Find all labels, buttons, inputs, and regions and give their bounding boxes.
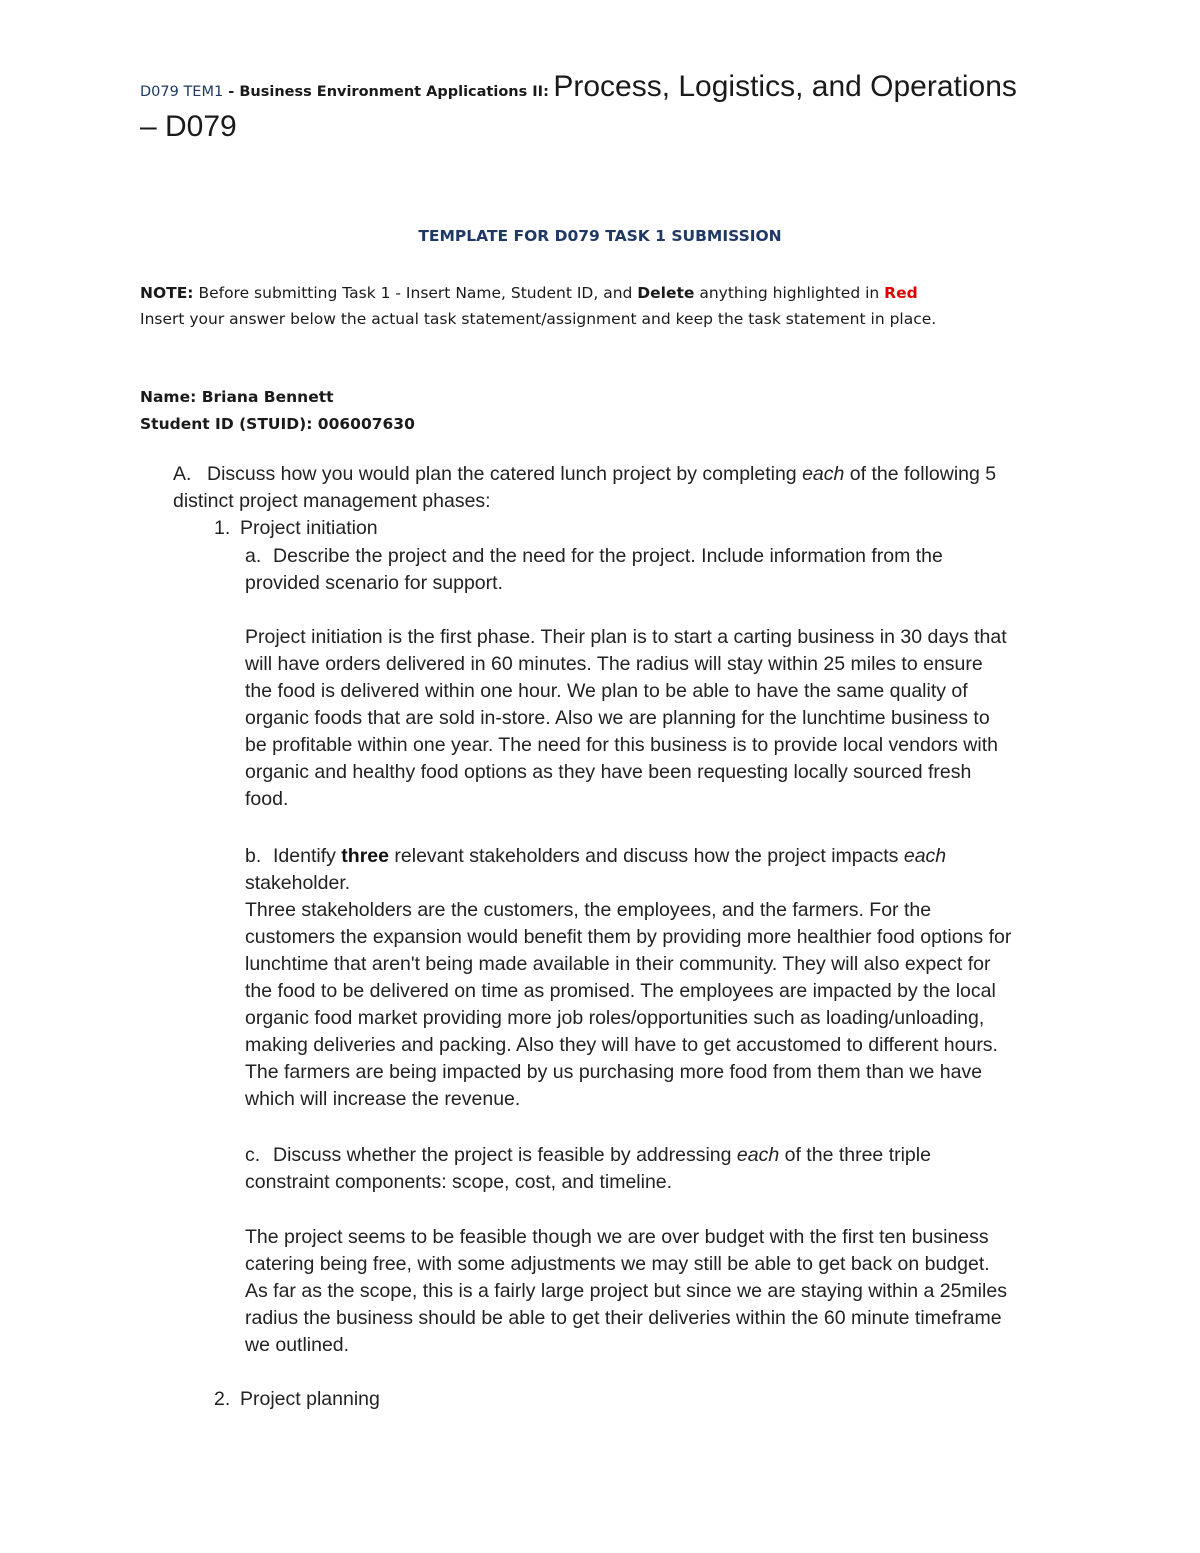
submission-note: [140, 280, 1080, 332]
answer-a-line: food.: [245, 788, 289, 810]
section-a-text-pre: Discuss how you would plan the catered lunch project by completing: [207, 463, 803, 485]
section-a-line-2: distinct project management phases:: [173, 490, 491, 512]
phase-1-label: Project initiation: [240, 517, 378, 539]
answer-b-line: customers the expansion would benefit them by providing more healthier food options for: [245, 926, 1012, 948]
answer-b-line: Three stakeholders are the customers, the employees, and the farmers. For the: [245, 899, 932, 921]
header-dash: -: [223, 84, 240, 100]
note-line-2: Insert your answer below the actual task statement/assignment and keep the task statement in place.: [140, 310, 937, 328]
answer-a: [245, 624, 1075, 813]
course-title: Process, Logistics, and Operations: [553, 70, 1017, 103]
item-b-bold: three: [341, 845, 389, 867]
item-c-text-post: of the three triple: [779, 1144, 931, 1166]
student-identification: [140, 384, 415, 438]
item-b-text-pre: Identify: [273, 845, 342, 867]
course-code: D079 TEM1: [140, 84, 224, 100]
item-c-line-2: constraint components: scope, cost, and timeline.: [245, 1171, 673, 1193]
note-line-1: [140, 280, 1080, 306]
answer-b-line: organic food market providing more job roles/opportunities such as loading/unloading,: [245, 1007, 985, 1029]
item-a-line-2: provided scenario for support.: [245, 572, 503, 594]
phase-2-marker: 2.: [214, 1388, 231, 1410]
answer-a-line: Project initiation is the first phase. Their plan is to start a carting business in 30 days that: [245, 626, 1007, 648]
item-b-line-1: [273, 843, 946, 870]
answer-c: [245, 1224, 1075, 1359]
section-a-emphasis: each: [802, 463, 845, 485]
note-red-word: Red: [884, 284, 918, 302]
note-label: NOTE:: [140, 284, 194, 302]
note-delete-word: Delete: [637, 284, 695, 302]
phase-1-marker: 1.: [214, 517, 231, 539]
item-b-line-2: stakeholder.: [245, 872, 351, 894]
answer-c-line: we outlined.: [245, 1334, 350, 1356]
section-a-marker: A.: [173, 463, 192, 485]
item-c-emphasis: each: [736, 1144, 780, 1166]
answer-c-line: The project seems to be feasible though we are over budget with the first ten business: [245, 1226, 989, 1248]
item-c-marker: c.: [245, 1144, 261, 1166]
note-text-1: Before submitting Task 1 - Insert Name, Student ID, and: [193, 284, 638, 302]
answer-a-line: the food is delivered within one hour. We plan to be able to have the same quality of: [245, 680, 968, 702]
answer-c-line: catering being free, with some adjustments we may still be able to get back on budget.: [245, 1253, 990, 1275]
answer-b-line: lunchtime that aren't being made available in their community. They will also expect for: [245, 953, 991, 975]
answer-a-line: will have orders delivered in 60 minutes. The radius will stay within 25 miles to ensure: [245, 653, 983, 675]
answer-a-line: organic foods that are sold in-store. Also we are planning for the lunchtime business to: [245, 707, 990, 729]
answer-b-line: The farmers are being impacted by us purchasing more food from them than we have: [245, 1061, 983, 1083]
item-b-marker: b.: [245, 845, 262, 867]
note-text-2: anything highlighted in: [694, 284, 885, 302]
answer-c-line: As far as the scope, this is a fairly large project but since we are staying within a 25miles: [245, 1280, 1007, 1302]
answer-a-line: be profitable within one year. The need for this business is to provide local vendors with: [245, 734, 998, 756]
section-a-line-1: [207, 461, 996, 488]
item-a-line-1: Describe the project and the need for the project. Include information from the: [273, 545, 943, 567]
course-subtitle: Business Environment Applications II:: [239, 84, 549, 100]
phase-2-label: Project planning: [240, 1388, 380, 1410]
document-header: [140, 70, 1017, 104]
student-id: Student ID (STUID): 006007630: [140, 415, 415, 433]
answer-b-line: which will increase the revenue.: [245, 1088, 521, 1110]
student-name: Name: Briana Bennett: [140, 388, 334, 406]
answer-a-line: organic and healthy food options as they have been requesting locally sourced fresh: [245, 761, 972, 783]
section-a-text-post: of the following 5: [844, 463, 997, 485]
item-b-text-mid: relevant stakeholders and discuss how the project impacts: [388, 845, 904, 867]
answer-c-line: radius the business should be able to get their deliveries within the 60 minute timeframe: [245, 1307, 1002, 1329]
item-a-marker: a.: [245, 545, 262, 567]
course-title-continued: – D079: [140, 110, 237, 143]
template-title: TEMPLATE FOR D079 TASK 1 SUBMISSION: [418, 227, 782, 245]
answer-b-line: making deliveries and packing. Also they will have to get accustomed to different hours.: [245, 1034, 998, 1056]
item-c-text-pre: Discuss whether the project is feasible by addressing: [273, 1144, 737, 1166]
answer-b: [245, 897, 1075, 1113]
item-c-line-1: [273, 1142, 931, 1169]
answer-b-line: the food to be delivered on time as promised. The employees are impacted by the local: [245, 980, 996, 1002]
item-b-emphasis: each: [903, 845, 947, 867]
